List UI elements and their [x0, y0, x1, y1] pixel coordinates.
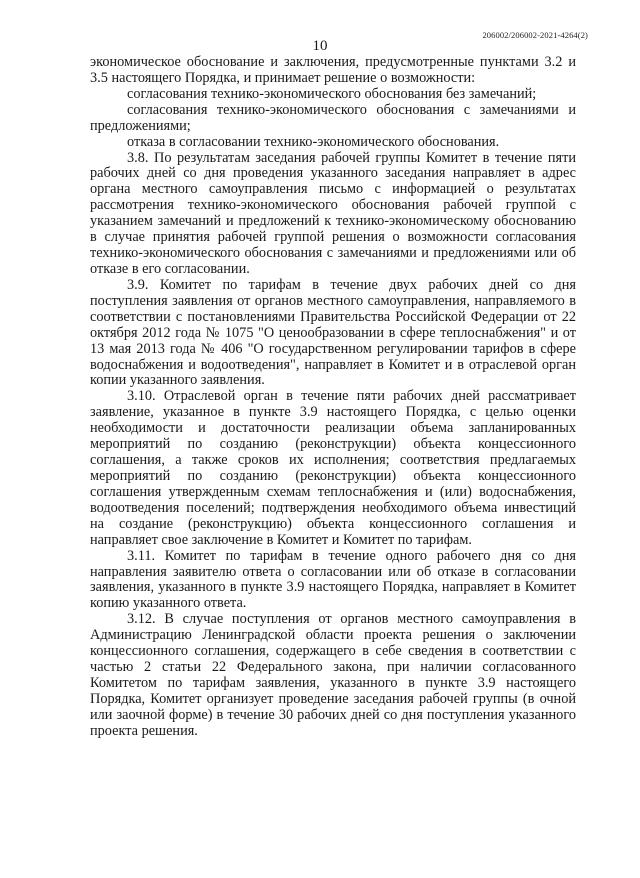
paragraph-3-12: 3.12. В случае поступления от органов местного самоуправления в Администрацию Ленинградской области проекта решения о заключении концессионного соглашения, содержащего в себе сведения в соответствии с частью 2 статьи 22 Федерального закона, при наличии согласованного Комитетом по тарифам заявления, указанного в пункте 3.9 настоящего Порядка, Комитет организует проведение заседания рабочей группы (в очной или заочной форме) в течение 30 рабочих дней со дня поступления указанного проекта решения.	[90, 611, 576, 739]
paragraph-3-8: 3.8. По результатам заседания рабочей группы Комитет в течение пяти рабочих дней со дня проведения указанного заседания направляет в адрес органа местного самоуправления письмо с информацией о результатах рассмотрения технико-экономического обоснования рабочей группой с указанием замечаний и предложений к технико-экономическому обоснованию в случае принятия рабочей группой решения о возможности согласования технико-экономического обоснования с замечаниями и предложениями или об отказе в его согласовании.	[90, 149, 576, 277]
paragraph-continuation: экономическое обоснование и заключения, предусмотренные пунктами 3.2 и 3.5 настоящего Порядка, и принимает решение о возможности:	[90, 54, 576, 86]
paragraph-option-refusal: отказа в согласовании технико-экономического обоснования.	[127, 133, 500, 150]
document-body	[90, 55, 576, 740]
paragraph-3-9: 3.9. Комитет по тарифам в течение двух рабочих дней со дня поступления заявления от органов местного самоуправления, направляемого в соответствии с постановлениями Правительства Российской Федерации от 22 октября 2012 года № 1075 "О ценообразовании в сфере теплоснабжения" и от 13 мая 2013 года № 406 "О государственном регулировании тарифов в сфере водоснабжения и водоотведения", направляет в Комитет и в отраслевой орган копии указанного заявления.	[90, 276, 576, 389]
paragraph-option-with-remarks: согласования технико-экономического обоснования с замечаниями и предложениями;	[90, 101, 576, 134]
page-number: 10	[312, 38, 328, 54]
paragraph-3-10: 3.10. Отраслевой орган в течение пяти рабочих дней рассматривает заявление, указанное в пункте 3.9 настоящего Порядка, с целью оценки необходимости и достаточности реализации объема запланированных мероприятий по созданию (реконструкции) объекта концессионного соглашения, а также сроков их исполнения; соответствия предлагаемых мероприятий по созданию (реконструкции) объекта концессионного соглашения утвержденным схемам теплоснабжения и (или) водоснабжения, водоотведения поселений; подтверждения необходимого объема инвестиций на создание (реконструкцию) объекта концессионного соглашения и направляет свое заключение в Комитет и Комитет по тарифам.	[90, 388, 576, 548]
paragraph-option-no-remarks: согласования технико-экономического обоснования без замечаний;	[127, 85, 537, 102]
document-id: 206002/206002-2021-4264(2)	[482, 30, 588, 40]
paragraph-3-11: 3.11. Комитет по тарифам в течение одного рабочего дня со дня направления заявителю ответа о согласовании или об отказе в согласовании заявления, указанного в пункте 3.9 настоящего Порядка, направляет в Комитет копию указанного ответа.	[90, 547, 576, 612]
